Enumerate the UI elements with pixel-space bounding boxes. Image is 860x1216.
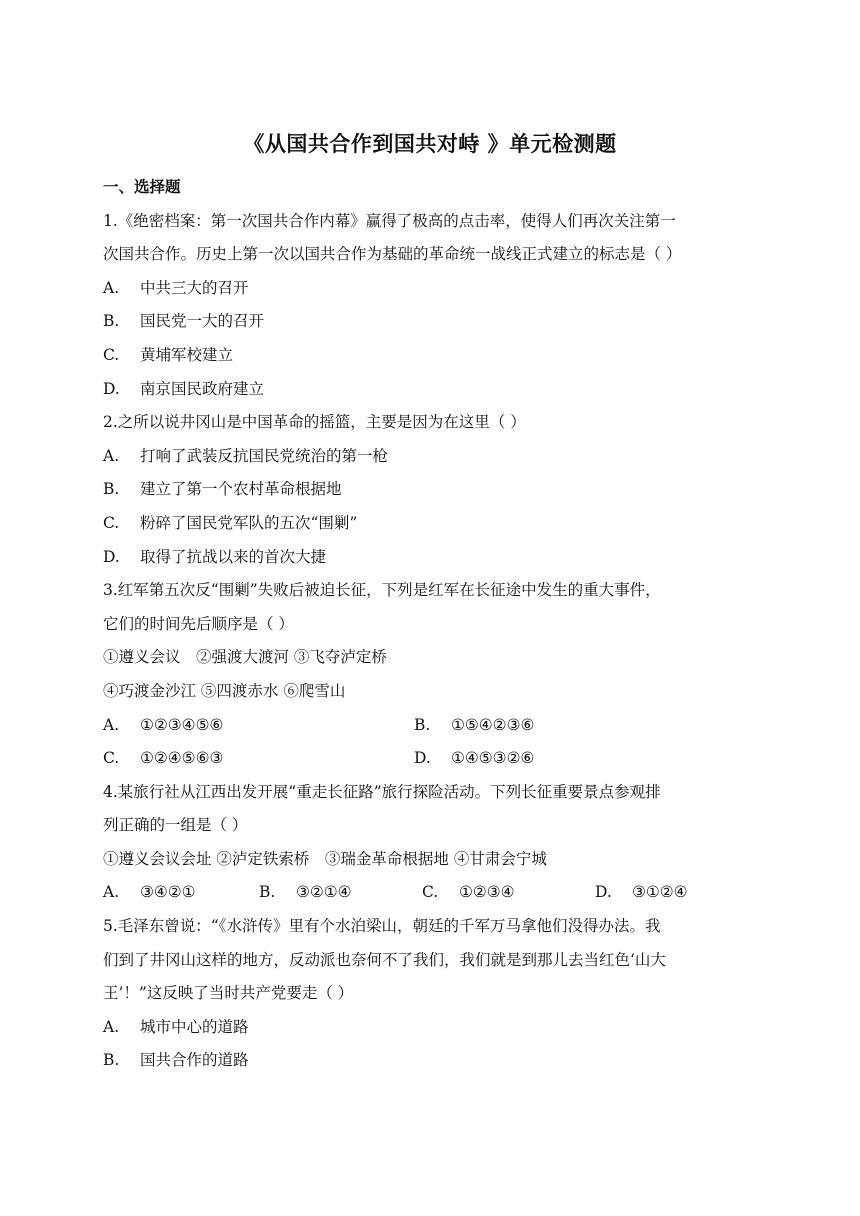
question-4 bbox=[103, 776, 763, 910]
option-text: ①④⑤③②⑥ bbox=[451, 749, 535, 768]
answer-option bbox=[595, 876, 755, 910]
answer-options-row bbox=[103, 876, 763, 910]
answer-option bbox=[414, 709, 725, 743]
question-stem-line: 列正确的一组是（ ） bbox=[103, 816, 248, 835]
question-stem-line: ①遵义会议 ②强渡大渡河 ③飞夺泸定桥 bbox=[103, 648, 387, 667]
question-5 bbox=[103, 910, 763, 1078]
option-text: 城市中心的道路 bbox=[140, 1017, 249, 1036]
question-stem-line: 4.某旅行社从江西出发开展“重走长征路”旅行探险活动。下列长征重要景点参观排 bbox=[103, 782, 661, 801]
option-letter: A. bbox=[103, 278, 120, 297]
question-stem-line: 们到了井冈山这样的地方，反动派也奈何不了我们，我们就是到那儿去当红色‘山大 bbox=[103, 950, 666, 969]
option-letter: B. bbox=[414, 715, 431, 734]
option-letter: D. bbox=[103, 547, 120, 566]
answer-option bbox=[103, 339, 763, 373]
option-text: 国共合作的道路 bbox=[140, 1051, 249, 1070]
answer-option bbox=[103, 373, 763, 407]
answer-option bbox=[103, 1011, 763, 1045]
option-letter: A. bbox=[103, 883, 120, 902]
answer-option bbox=[103, 440, 763, 474]
answer-option bbox=[103, 1044, 763, 1078]
option-text: ③②①④ bbox=[296, 883, 352, 902]
option-text: 粉碎了国民党军队的五次“围剿” bbox=[140, 513, 358, 532]
answer-option bbox=[103, 507, 763, 541]
option-letter: D. bbox=[595, 883, 612, 902]
option-letter: A. bbox=[103, 715, 120, 734]
option-text: 建立了第一个农村革命根据地 bbox=[140, 480, 342, 499]
answer-option bbox=[422, 876, 595, 910]
option-text: 国民党一大的召开 bbox=[140, 312, 265, 331]
answer-option bbox=[103, 305, 763, 339]
answer-option bbox=[414, 742, 725, 776]
question-stem-line: ④巧渡金沙江 ⑤四渡赤水 ⑥爬雪山 bbox=[103, 681, 346, 700]
option-letter: C. bbox=[103, 345, 120, 364]
question-stem-line: 5.毛泽东曾说：“《水浒传》里有个水泊梁山，朝廷的千军万马拿他们没得办法。我 bbox=[103, 917, 661, 936]
option-letter: A. bbox=[103, 1017, 120, 1036]
option-letter: B. bbox=[103, 1051, 120, 1070]
answer-options-row bbox=[103, 709, 763, 743]
question-stem-line: 3.红军第五次反“围剿”失败后被迫长征，下列是红军在长征途中发生的重大事件， bbox=[103, 581, 661, 600]
question-stem-line: 次国共合作。历史上第一次以国共合作为基础的革命统一战线正式建立的标志是（ ） bbox=[103, 245, 682, 264]
question-2 bbox=[103, 406, 763, 574]
question-stem-line: 2.之所以说井冈山是中国革命的摇篮，主要是因为在这里（ ） bbox=[103, 413, 526, 432]
question-stem-line: ①遵义会议会址 ②泸定铁索桥 ③瑞金革命根据地 ④甘肃会宁城 bbox=[103, 849, 547, 868]
option-text: ③④②① bbox=[140, 883, 196, 902]
section-heading: 一、选择题 bbox=[103, 178, 181, 196]
answer-option bbox=[103, 742, 414, 776]
answer-option bbox=[103, 541, 763, 575]
option-letter: B. bbox=[103, 480, 120, 499]
option-letter: C. bbox=[103, 513, 120, 532]
option-text: 取得了抗战以来的首次大捷 bbox=[140, 547, 327, 566]
answer-option bbox=[103, 709, 414, 743]
option-letter: B. bbox=[103, 312, 120, 331]
option-letter: B. bbox=[259, 883, 276, 902]
option-text: 中共三大的召开 bbox=[140, 278, 249, 297]
option-letter: A. bbox=[103, 446, 120, 465]
question-stem-line: 王’！”这反映了当时共产党要走（ ） bbox=[103, 984, 354, 1003]
option-letter: D. bbox=[103, 379, 120, 398]
document-body bbox=[103, 171, 763, 1078]
option-text: ①②④⑤⑥③ bbox=[140, 749, 224, 768]
option-letter: C. bbox=[103, 749, 120, 768]
question-3 bbox=[103, 574, 763, 776]
option-letter: C. bbox=[422, 883, 439, 902]
answer-option bbox=[103, 473, 763, 507]
answer-option bbox=[259, 876, 422, 910]
question-1 bbox=[103, 205, 763, 407]
answer-option bbox=[103, 876, 259, 910]
option-text: ③①②④ bbox=[632, 883, 688, 902]
answer-option bbox=[103, 272, 763, 306]
answer-options-row bbox=[103, 742, 763, 776]
option-text: ①⑤④②③⑥ bbox=[451, 715, 535, 734]
option-text: 打响了武装反抗国民党统治的第一枪 bbox=[140, 446, 389, 465]
option-text: ①②③④ bbox=[459, 883, 515, 902]
option-text: 黄埔军校建立 bbox=[140, 345, 234, 364]
question-stem-line: 1.《绝密档案：第一次国共合作内幕》赢得了极高的点击率，使得人们再次关注第一 bbox=[103, 211, 676, 230]
question-stem-line: 它们的时间先后顺序是（ ） bbox=[103, 614, 294, 633]
option-text: 南京国民政府建立 bbox=[140, 379, 265, 398]
page-title: 《从国共合作到国共对峙 》单元检测题 bbox=[243, 132, 617, 156]
option-letter: D. bbox=[414, 749, 431, 768]
option-text: ①②③④⑤⑥ bbox=[140, 715, 224, 734]
